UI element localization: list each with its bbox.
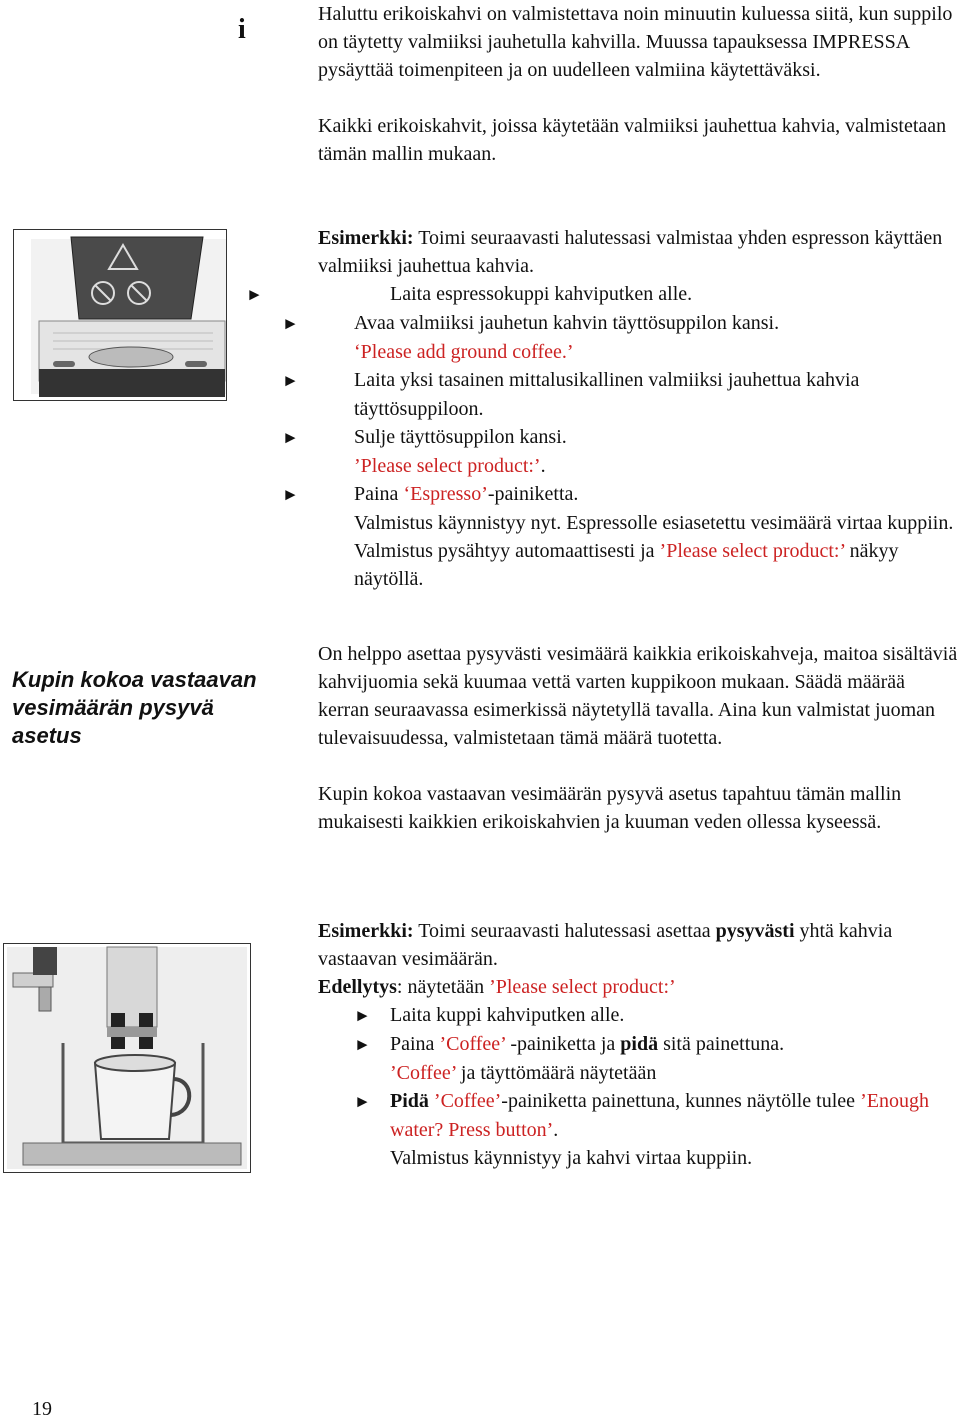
example-1-step-1: Laita espressokuppi kahviputken alle. xyxy=(390,283,693,305)
example-1-step-5-end: näkyy näytöllä. xyxy=(354,540,899,590)
example-2-step-3-button: ’Coffee’ xyxy=(433,1090,502,1112)
example-2-display-1: ’Coffee’ xyxy=(390,1062,456,1084)
example-1-block xyxy=(246,224,960,593)
arrow-icon: ► xyxy=(354,1035,371,1054)
example-1-text: Toimi seuraavasti halutessasi valmistaa yhden espresson käyttäen valmiiksi jauhettua kahvia. xyxy=(318,227,943,277)
section-2-paragraph-2: Kupin kokoa vastaavan vesimäärän pysyvä asetus tapahtuu tämän mallin mukaisesti kaikkien erikoiskahvien ja kuuman veden ollessa kyseessä. xyxy=(318,783,902,833)
example-2-step-3-d: -painiketta painettuna, kunnes näytölle tulee xyxy=(501,1090,861,1112)
example-2-step-2-button: ’Coffee’ xyxy=(439,1033,506,1055)
example-1-step-5-button: ‘Espresso’ xyxy=(403,483,488,505)
example-2-step-1: Laita kuppi kahviputken alle. xyxy=(390,1004,625,1026)
arrow-icon: ► xyxy=(282,485,299,504)
arrow-icon: ► xyxy=(354,1006,371,1025)
example-1-display-2-end: . xyxy=(540,455,546,477)
intro-block xyxy=(318,0,960,168)
example-1-display-1: ‘Please add ground coffee.’ xyxy=(354,341,574,363)
example-2-text-b: pysyvästi xyxy=(715,920,795,942)
example-1-display-2: ’Please select product:’ xyxy=(354,455,541,477)
example-2-step-3-f: . xyxy=(553,1119,559,1141)
example-2-block xyxy=(318,917,960,1172)
arrow-icon: ► xyxy=(354,1092,371,1111)
intro-paragraph-1: Haluttu erikoiskahvi on valmistettava noin minuutin kuluessa siitä, kun suppilo on täytetty valmiiksi jauhetulla kahvilla. Muussa tapauksessa IMPRESSA pysäyttää toimenpiteen ja on uudelleen valmiina käytettäväksi. xyxy=(318,3,953,81)
intro-paragraph-2: Kaikki erikoiskahvit, joissa käytetään valmiiksi jauhettua kahvia, valmistetaan tämän mallin mukaan. xyxy=(318,115,947,165)
section-2-paragraph-1: On helppo asettaa pysyvästi vesimäärä kaikkia erikoiskahveja, maitoa sisältäviä kahvijuomia sekä kuumaa vettä varten kuppikoon mukaan. Säädä määrää kerran seuraavassa esimerkissä näytetyllä tavalla. Aina kun valmistat juoman tulevaisuudessa, valmistetaan tämä määrä tuotetta. xyxy=(318,643,958,749)
example-1-step-2: Avaa valmiiksi jauhetun kahvin täyttösuppilon kansi. xyxy=(354,312,780,334)
arrow-icon: ► xyxy=(282,371,299,390)
example-2-step-3-a: Pidä xyxy=(390,1090,429,1112)
example-2-text-a: Toimi seuraavasti halutessasi asettaa xyxy=(413,920,716,942)
info-icon: i xyxy=(238,14,246,45)
machine-cup-illustration xyxy=(3,943,251,1173)
example-2-text-c: yhtä kahvia vastaavan vesimäärän. xyxy=(318,920,893,970)
example-1-step-5-display: ’Please select product:’ xyxy=(659,540,845,562)
example-1-step-5-c: -painiketta. xyxy=(487,483,579,505)
machine-funnel-illustration xyxy=(13,229,227,401)
section-heading: Kupin kokoa vastaavan vesimäärän pysyvä asetus xyxy=(12,667,257,748)
example-1-step-4: Sulje täyttösuppilon kansi. xyxy=(354,426,567,448)
arrow-icon: ► xyxy=(282,428,299,447)
prerequisite-display: ’Please select product:’ xyxy=(489,976,676,998)
example-1-step-5-result: Valmistus käynnistyy nyt. Espressolle esiasetettu vesimäärä virtaa kuppiin. Valmistus pysähtyy automaattisesti ja xyxy=(354,512,954,562)
example-2-display-1-text: ja täyttömäärä näytetään xyxy=(455,1062,657,1084)
arrow-icon: ► xyxy=(282,314,299,333)
prerequisite-label: Edellytys xyxy=(318,976,397,998)
example-2-step-2-d: pidä xyxy=(620,1033,659,1055)
page-number: 19 xyxy=(32,1398,52,1420)
example-2-step-2-e: sitä painettuna. xyxy=(658,1033,785,1055)
machine-cup-figure xyxy=(3,943,251,1178)
arrow-icon: ► xyxy=(246,285,263,304)
example-2-step-2-c: -painiketta ja xyxy=(505,1033,621,1055)
example-2-step-2-a: Paina xyxy=(390,1033,440,1055)
section-2-block xyxy=(318,640,960,836)
prerequisite-text: : näytetään xyxy=(396,976,490,998)
example-1-step-5-a: Paina xyxy=(354,483,404,505)
example-2-final: Valmistus käynnistyy ja kahvi virtaa kuppiin. xyxy=(390,1147,753,1169)
example-1-step-3: Laita yksi tasainen mittalusikallinen valmiiksi jauhettua kahvia täyttösuppiloon. xyxy=(354,369,860,420)
example-2-step-3-display: ’Enough water? Press button’ xyxy=(390,1090,929,1141)
machine-funnel-figure xyxy=(13,229,227,406)
example-1-label: Esimerkki: xyxy=(318,227,414,249)
example-2-label: Esimerkki: xyxy=(318,920,414,942)
